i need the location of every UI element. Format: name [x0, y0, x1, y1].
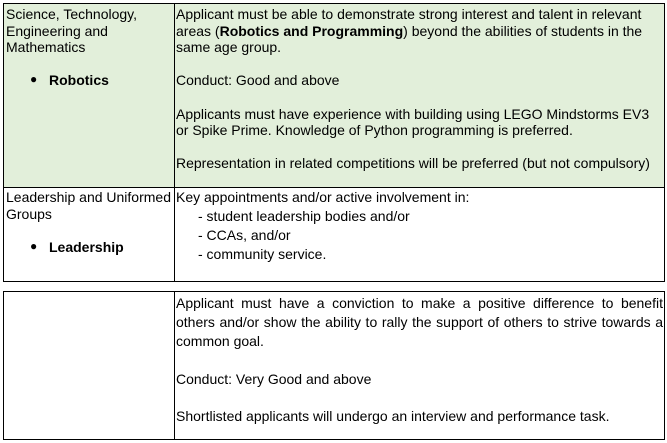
table-row-stem [4, 4, 664, 187]
list-item: - community service. [198, 246, 327, 262]
highlight-areas: Robotics and Programming [219, 23, 404, 39]
category-cell-stem [4, 4, 175, 187]
shortlist-note: Shortlisted applicants will undergo an interview and performance task. [176, 408, 610, 424]
requirements-cell-stem [175, 4, 664, 187]
requirement-line: Applicants must have experience with building using LEGO Mindstorms EV3 [176, 106, 650, 122]
requirement-line: common goal. [176, 333, 264, 349]
requirement-intro: Key appointments and/or active involvement in: [176, 189, 470, 205]
requirement-line: others and/or show the ability to rally the support of others to strive towards a [176, 314, 663, 330]
requirement-line: areas (Robotics and Programming) beyond the abilities of students in the [176, 23, 643, 39]
category-name-line: Groups [6, 206, 52, 222]
requirements-cell-leadership [175, 188, 664, 281]
category-cell-empty [4, 292, 175, 439]
conduct-requirement: Conduct: Good and above [176, 72, 340, 88]
eligibility-table-bottom [3, 291, 665, 440]
requirement-line: Representation in related competitions will be preferred (but not compulsory) [176, 155, 650, 171]
requirement-line: Applicant must be able to demonstrate strong interest and talent in relevant [176, 6, 642, 22]
requirements-cell-leadership-cont [175, 292, 664, 439]
sub-item-robotics: Robotics [49, 72, 109, 88]
table-row-leadership [4, 188, 664, 281]
list-item: - CCAs, and/or [198, 227, 291, 243]
bullet-icon: ● [30, 239, 38, 253]
requirement-line: or Spike Prime. Knowledge of Python programming is preferred. [176, 122, 573, 138]
requirement-line: same age group. [176, 39, 282, 55]
sub-item-leadership: Leadership [49, 239, 124, 255]
bullet-icon: ● [30, 72, 38, 86]
category-name-line: Science, Technology, [6, 6, 138, 22]
requirement-line: Applicant must have a conviction to make a positive difference to benefit [176, 295, 663, 311]
category-name-line: Mathematics [6, 39, 86, 55]
category-cell-leadership [4, 188, 175, 281]
category-name-line: Engineering and [6, 23, 108, 39]
eligibility-table-top [3, 3, 665, 282]
category-name-line: Leadership and Uniformed [6, 189, 171, 205]
list-item: - student leadership bodies and/or [198, 208, 410, 224]
table-row-leadership-cont [4, 292, 664, 439]
conduct-requirement: Conduct: Very Good and above [176, 371, 372, 387]
